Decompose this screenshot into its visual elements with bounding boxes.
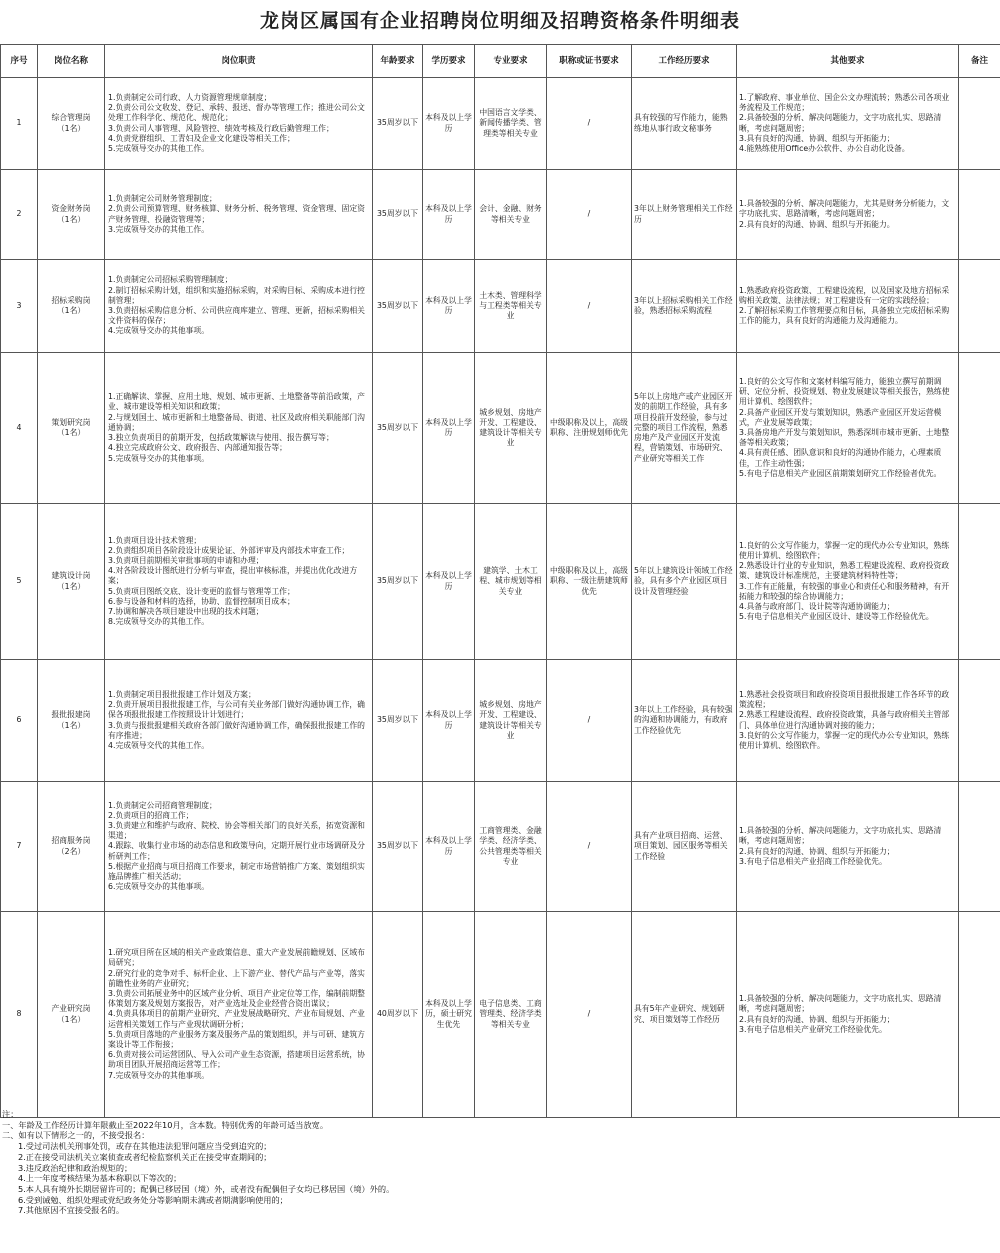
table-row bbox=[1, 912, 1000, 1118]
cell-major: 土木类、管理科学与工程类等相关专业 bbox=[475, 260, 547, 353]
cell-major: 城乡规划、房地产开发、工程建设、建筑设计等相关专业 bbox=[475, 353, 547, 504]
duty-line: 1.正确解读、掌握、应用土地、规划、城市更新、土地整备等前沿政策，产业、城市建设等相关知识和政策； bbox=[108, 392, 365, 412]
duty-line: 3.独立负责项目的前期开发，包括政策解读与使用、报告撰写等； bbox=[108, 433, 334, 443]
duty-line: 5.根据产业招商与项目招商工作要求，制定市场营销推广方案、策划组织实施品牌推广相关活动； bbox=[108, 861, 365, 881]
cell-remark bbox=[959, 170, 1000, 260]
cell-duties bbox=[105, 660, 373, 782]
cell-seq: 5 bbox=[1, 504, 38, 660]
cell-post: 综合管理岗 （1名） bbox=[38, 78, 105, 170]
duty-line: 4.独立完成政府公文、政府报告、内部通知报告等； bbox=[108, 443, 287, 453]
duty-line: 6.参与设备和材料的选择，协助、监督控制项目成本； bbox=[108, 596, 295, 606]
table-row bbox=[1, 170, 1000, 260]
duty-line: 4.完成领导交办的其他事项。 bbox=[108, 326, 210, 336]
note-line: 2.正在接受司法机关立案侦查或者纪检监察机关正在接受审查期间的； bbox=[18, 1151, 272, 1162]
other-requirement-line: 2.具有良好的沟通、协调、组织与开拓能力。 bbox=[739, 219, 895, 229]
cell-cert: / bbox=[547, 782, 632, 912]
cell-age: 35周岁以下 bbox=[373, 260, 423, 353]
duty-line: 6.完成领导交办的其他事项。 bbox=[108, 882, 210, 892]
duty-line: 2.研究行业的竞争对手、标杆企业、上下游产业、替代产品与产业等，落实前瞻性业务的产业研究； bbox=[108, 968, 365, 988]
cell-age: 35周岁以下 bbox=[373, 170, 423, 260]
duty-line: 1.研究项目所在区域的相关产业政策信息、重大产业发展前瞻规划、区域布局研究； bbox=[108, 948, 365, 968]
other-requirement-line: 1.具备较强的分析、解决问题能力，文字功底扎实、思路清晰，考虑问题周密； bbox=[739, 826, 942, 846]
cell-remark bbox=[959, 504, 1000, 660]
cell-seq: 4 bbox=[1, 353, 38, 504]
note-line: 7.其他原因不宜接受报名的。 bbox=[18, 1205, 125, 1216]
cell-experience: 具有5年产业研究、规划研究、项目策划等工作经历 bbox=[632, 912, 737, 1118]
note-line: 一、年龄及工作经历计算年限截止至2022年10月，含本数。特别优秀的年龄可适当放宽。 bbox=[2, 1119, 329, 1130]
duty-line: 2.与规划国土、城市更新和土地整备局、街道、社区及政府相关职能部门沟通协调； bbox=[108, 412, 365, 432]
cell-major: 城乡规划、房地产开发、工程建设、建筑设计等相关专业 bbox=[475, 660, 547, 782]
other-requirement-line: 3.具有良好的沟通、协调、组织与开拓能力； bbox=[739, 133, 895, 143]
cell-edu: 本科及以上学历 bbox=[423, 353, 475, 504]
cell-edu: 本科及以上学历 bbox=[423, 660, 475, 782]
cell-seq: 7 bbox=[1, 782, 38, 912]
cell-seq: 3 bbox=[1, 260, 38, 353]
cell-age: 35周岁以下 bbox=[373, 504, 423, 660]
duty-line: 5.完成领导交办的其他工作。 bbox=[108, 143, 210, 153]
cell-other bbox=[737, 78, 959, 170]
duty-line: 2.负责开展项目报批报建工作，与公司有关业务部门做好沟通协调工作，确保各项报批报建工作按照设计计划进行； bbox=[108, 700, 365, 720]
table-row bbox=[1, 504, 1000, 660]
cell-experience: 具有产业项目招商、运营、项目策划、园区服务等相关工作经验 bbox=[632, 782, 737, 912]
cell-experience: 5年以上房地产或产业园区开发的前期工作经验，具有多项目投前开发经验，参与过完整的项目工作流程，熟悉房地产及产业园区开发流程，营销策划、市场研究、产业研究等相关工作 bbox=[632, 353, 737, 504]
other-requirement-line: 1.具备较强的分析、解决问题能力，尤其是财务分析能力，文字功底扎实、思路清晰，考虑问题周密； bbox=[739, 199, 950, 219]
cell-post: 建筑设计岗 （1名） bbox=[38, 504, 105, 660]
note-line: 3.违反政治纪律和政治规矩的； bbox=[18, 1162, 133, 1173]
other-requirement-line: 4.能熟练使用Office办公软件、办公自动化设备。 bbox=[739, 143, 910, 153]
note-line: 5.本人具有境外长期居留许可的；配偶已移居国（境）外，或者没有配偶但子女均已移居国（境）外的。 bbox=[18, 1183, 395, 1194]
cell-edu: 本科及以上学历 bbox=[423, 504, 475, 660]
other-requirement-line: 4.具有责任感、团队意识和良好的沟通协作能力，心理素质佳，工作主动性强； bbox=[739, 448, 942, 468]
duty-line: 8.完成领导交办的其他工作。 bbox=[108, 617, 210, 627]
duty-line: 3.负责招标采购信息分析、公司供应商库建立、管理、更新，招标采购相关文件资料的保存； bbox=[108, 306, 365, 326]
other-requirement-line: 4.具备与政府部门、设计院等沟通协调能力； bbox=[739, 601, 895, 611]
cell-experience: 3年以上工作经验，具有较强的沟通和协调能力，有政府工作经验优先 bbox=[632, 660, 737, 782]
cell-major: 中国语言文学类、新闻传播学类、管理类等相关专业 bbox=[475, 78, 547, 170]
cell-other bbox=[737, 660, 959, 782]
other-requirement-line: 2.了解招标采购工作管理要点和目标，具备独立完成招标采购工作的能力，具有良好的沟通能力及沟通能力。 bbox=[739, 306, 950, 326]
notes-section bbox=[2, 1109, 992, 1216]
header-edu: 学历要求 bbox=[423, 45, 475, 78]
note-line: 二、如有以下情形之一的，不接受报名： bbox=[2, 1130, 150, 1141]
duty-line: 5.完成领导交办的其他事项。 bbox=[108, 453, 210, 463]
cell-seq: 2 bbox=[1, 170, 38, 260]
duty-line: 1.负责制定公司招标采购管理制度； bbox=[108, 275, 233, 285]
cell-major: 建筑学、土木工程、城市规划等相关专业 bbox=[475, 504, 547, 660]
duty-line: 4.跟踪、收集行业市场的动态信息和政策导向，定期开展行业市场调研及分析研判工作； bbox=[108, 841, 365, 861]
duty-line: 3.负责项目前期相关审批事项的申请和办理； bbox=[108, 555, 264, 565]
cell-major: 电子信息类、工商管理类、经济学类等相关专业 bbox=[475, 912, 547, 1118]
cell-cert: / bbox=[547, 660, 632, 782]
cell-remark bbox=[959, 660, 1000, 782]
note-line: 1.受过司法机关刑事处罚，或存在其他违法犯罪问题应当受到追究的； bbox=[18, 1141, 272, 1152]
cell-post: 产业研究岗 （1名） bbox=[38, 912, 105, 1118]
cell-experience: 3年以上招标采购相关工作经验，熟悉招标采购流程 bbox=[632, 260, 737, 353]
other-requirement-line: 2.熟悉设计行业的专业知识，熟悉工程建设流程、政府投资政策、建筑设计标准规范，主要建筑材料特性等； bbox=[739, 561, 950, 581]
other-requirement-line: 5.有电子信息相关产业园区前期策划研究工作经验者优先。 bbox=[739, 468, 942, 478]
cell-other bbox=[737, 912, 959, 1118]
cell-cert: 中级职称及以上，高级职称、一级注册建筑师优先 bbox=[547, 504, 632, 660]
cell-other bbox=[737, 260, 959, 353]
header-remark: 备注 bbox=[959, 45, 1000, 78]
cell-duties bbox=[105, 782, 373, 912]
duty-line: 1.负责制定公司财务管理制度； bbox=[108, 194, 217, 204]
other-requirement-line: 3.工作有正能量，有较强的事业心和责任心和服务精神，有开拓能力和较强的综合协调能力； bbox=[739, 581, 950, 601]
duty-line: 3.负责与报批报建相关政府各部门做好沟通协调工作，确保报批报建工作的有序推进； bbox=[108, 720, 365, 740]
header-seq: 序号 bbox=[1, 45, 38, 78]
cell-cert: / bbox=[547, 78, 632, 170]
other-requirement-line: 1.熟悉社会投资项目和政府投资项目报批报建工作各环节的政策流程； bbox=[739, 689, 950, 710]
duty-line: 1.负责制定项目报批报建工作计划及方案； bbox=[108, 689, 256, 699]
duty-line: 6.负责对接公司运营团队、导入公司产业生态资源，搭建项目运营系统，协助项目团队开展招商运营等工作； bbox=[108, 1050, 365, 1070]
duty-line: 2.负责项目的招商工作； bbox=[108, 810, 194, 820]
table-row bbox=[1, 353, 1000, 504]
header-experience: 工作经历要求 bbox=[632, 45, 737, 78]
other-requirement-line: 1.良好的公文写作能力，掌握一定的现代办公专业知识，熟练使用计算机、绘图软件； bbox=[739, 540, 950, 560]
cell-post: 资金财务岗 （1名） bbox=[38, 170, 105, 260]
cell-age: 35周岁以下 bbox=[373, 353, 423, 504]
cell-major: 工商管理类、金融学类、经济学类、公共管理类等相关专业 bbox=[475, 782, 547, 912]
cell-other bbox=[737, 353, 959, 504]
duty-line: 5.负责项目图纸交底、设计变更的监督与管理等工作； bbox=[108, 586, 295, 596]
cell-edu: 本科及以上学历 bbox=[423, 260, 475, 353]
cell-duties bbox=[105, 260, 373, 353]
cell-remark bbox=[959, 78, 1000, 170]
duty-line: 2.负责公司预算管理、财务核算、财务分析、税务管理、资金管理、固定资产财务管理、投融资管理等； bbox=[108, 204, 365, 224]
header-row bbox=[1, 45, 1000, 78]
cell-duties bbox=[105, 353, 373, 504]
cell-other bbox=[737, 782, 959, 912]
header-age: 年龄要求 bbox=[373, 45, 423, 78]
cell-edu: 本科及以上学历 bbox=[423, 170, 475, 260]
duty-line: 2.负责公司公文收发、登记、承转、报送、督办等管理工作；推进公司公文处理工作科学化、规范化、规范化； bbox=[108, 103, 365, 123]
duty-line: 4.对各阶段设计图纸进行分析与审查，提出审核标准，并提出优化改进方案； bbox=[108, 566, 358, 586]
other-requirement-line: 2.具有良好的沟通、协调、组织与开拓能力； bbox=[739, 1014, 895, 1024]
cell-major: 会计、金融、财务等相关专业 bbox=[475, 170, 547, 260]
cell-duties bbox=[105, 912, 373, 1118]
duty-line: 3.负责公司拓展业务中的区域产业分析、项目产业定位等工作，编制前期整体策划方案及规划方案报告，对产业选址及企业经营合资出谋议； bbox=[108, 988, 365, 1009]
other-requirement-line: 3.具备房地产开发与策划知识，熟悉深圳市城市更新、土地整备等相关政策； bbox=[739, 428, 950, 448]
header-post: 岗位名称 bbox=[38, 45, 105, 78]
duty-line: 4.负责具体项目的前期产业研究、产业发展战略研究、产业布局规划、产业运营相关策划工作与产业现状调研分析； bbox=[108, 1009, 365, 1029]
cell-experience: 具有较强的写作能力，能熟练地从事行政文秘事务 bbox=[632, 78, 737, 170]
table-row bbox=[1, 782, 1000, 912]
note-line: 注： bbox=[2, 1109, 19, 1119]
cell-cert: / bbox=[547, 912, 632, 1118]
other-requirement-line: 3.良好的公文写作能力，掌握一定的现代办公专业知识，熟练使用计算机、绘图软件。 bbox=[739, 730, 950, 750]
cell-remark bbox=[959, 260, 1000, 353]
other-requirement-line: 1.熟悉政府投资政策、工程建设流程，以及国家及地方招标采购相关政策、法律法规；对工程建设有一定的实践经验； bbox=[739, 285, 950, 305]
duty-line: 4.负责党群组织、工青妇及企业文化建设等相关工作； bbox=[108, 133, 295, 143]
cell-duties bbox=[105, 78, 373, 170]
recruitment-table bbox=[0, 44, 1000, 1118]
cell-age: 35周岁以下 bbox=[373, 782, 423, 912]
cell-remark bbox=[959, 912, 1000, 1118]
duty-line: 2.制订招标采购计划，组织和实施招标采购，对采购目标、采购成本进行控制管理； bbox=[108, 285, 365, 305]
cell-post: 报批报建岗 （1名） bbox=[38, 660, 105, 782]
duty-line: 4.完成领导交代的其他工作。 bbox=[108, 740, 210, 750]
header-cert: 职称或证书要求 bbox=[547, 45, 632, 78]
table-row bbox=[1, 78, 1000, 170]
cell-other bbox=[737, 504, 959, 660]
page-title: 龙岗区属国有企业招聘岗位明细及招聘资格条件明细表 bbox=[259, 10, 740, 32]
header-duties: 岗位职责 bbox=[105, 45, 373, 78]
cell-duties bbox=[105, 504, 373, 660]
duty-line: 1.负责制定公司招商管理制度； bbox=[108, 800, 217, 810]
duty-line: 3.负责建立和维护与政府、院校、协会等相关部门的良好关系，拓宽资源和渠道； bbox=[108, 820, 365, 841]
cell-age: 40周岁以下 bbox=[373, 912, 423, 1118]
cell-seq: 6 bbox=[1, 660, 38, 782]
cell-other bbox=[737, 170, 959, 260]
cell-cert: / bbox=[547, 170, 632, 260]
cell-edu: 本科及以上学历，硕士研究生优先 bbox=[423, 912, 475, 1118]
duty-line: 7.协调和解决各项目建设中出现的技术问题； bbox=[108, 607, 264, 616]
cell-age: 35周岁以下 bbox=[373, 78, 423, 170]
cell-experience: 3年以上财务管理相关工作经历 bbox=[632, 170, 737, 260]
other-requirement-line: 2.熟悉工程建设流程、政府投资政策，具备与政府相关主管部门、具体单位进行沟通协调对接的能力； bbox=[739, 710, 950, 730]
other-requirement-line: 3.有电子信息相关产业研究工作经验优先。 bbox=[739, 1024, 887, 1034]
duty-line: 5.负责项目落地的产业服务方案及服务产品的策划组织，并与可研、建筑方案设计等工作衔接； bbox=[108, 1029, 365, 1049]
cell-cert: / bbox=[547, 260, 632, 353]
header-major: 专业要求 bbox=[475, 45, 547, 78]
other-requirement-line: 1.了解政府、事业单位、国企公文办理流转；熟悉公司各项业务流程及工作规范； bbox=[739, 92, 950, 113]
table-row bbox=[1, 660, 1000, 782]
cell-experience: 5年以上建筑设计领域工作经验，具有多个产业园区项目设计及管理经验 bbox=[632, 504, 737, 660]
other-requirement-line: 5.有电子信息相关产业园区设计、建设等工作经验优先。 bbox=[739, 612, 934, 622]
other-requirement-line: 1.良好的公文写作和文案材料编写能力，能独立撰写前期调研、定位分析、投资规划、物业发展建议等相关报告，熟练使用计算机、绘图软件； bbox=[739, 376, 950, 407]
cell-duties bbox=[105, 170, 373, 260]
header-other: 其他要求 bbox=[737, 45, 959, 78]
cell-cert: 中级职称及以上，高级职称、注册规划师优先 bbox=[547, 353, 632, 504]
other-requirement-line: 2.具备较强的分析、解决问题能力，文字功底扎实、思路清晰，考虑问题周密； bbox=[739, 113, 942, 133]
cell-remark bbox=[959, 353, 1000, 504]
cell-post: 策划研究岗 （1名） bbox=[38, 353, 105, 504]
cell-post: 招商服务岗 （2名） bbox=[38, 782, 105, 912]
cell-seq: 8 bbox=[1, 912, 38, 1118]
note-line: 6.受到诫勉、组织处理或党纪政务处分等影响期未满或者期满影响使用的； bbox=[18, 1194, 288, 1205]
cell-post: 招标采购岗 （1名） bbox=[38, 260, 105, 353]
note-line: 4.上一年度考核结果为基本称职以下等次的； bbox=[18, 1173, 182, 1184]
cell-edu: 本科及以上学历 bbox=[423, 782, 475, 912]
cell-age: 35周岁以下 bbox=[373, 660, 423, 782]
cell-edu: 本科及以上学历 bbox=[423, 78, 475, 170]
other-requirement-line: 1.具备较强的分析、解决问题能力，文字功底扎实、思路清晰，考虑问题周密； bbox=[739, 994, 942, 1014]
other-requirement-line: 2.具备产业园区开发与策划知识，熟悉产业园区开发运营模式，产业发展等政策； bbox=[739, 407, 942, 427]
cell-seq: 1 bbox=[1, 78, 38, 170]
duty-line: 1.负责项目设计技术管理； bbox=[108, 535, 202, 545]
table-row bbox=[1, 260, 1000, 353]
duty-line: 7.完成领导交办的其他事项。 bbox=[108, 1070, 210, 1080]
cell-remark bbox=[959, 782, 1000, 912]
duty-line: 2.负责组织项目各阶段设计成果论证、外部评审及内部技术审查工作； bbox=[108, 545, 350, 555]
duty-line: 1.负责制定公司行政、人力资源管理规章制度； bbox=[108, 92, 272, 102]
duty-line: 3.负责公司人事管理、风险管控、绩效考核及行政后勤管理工作； bbox=[108, 123, 334, 133]
duty-line: 3.完成领导交办的其他工作。 bbox=[108, 224, 210, 234]
other-requirement-line: 2.具有良好的沟通、协调、组织与开拓能力； bbox=[739, 846, 895, 856]
other-requirement-line: 3.有电子信息相关产业招商工作经验优先。 bbox=[739, 856, 887, 866]
